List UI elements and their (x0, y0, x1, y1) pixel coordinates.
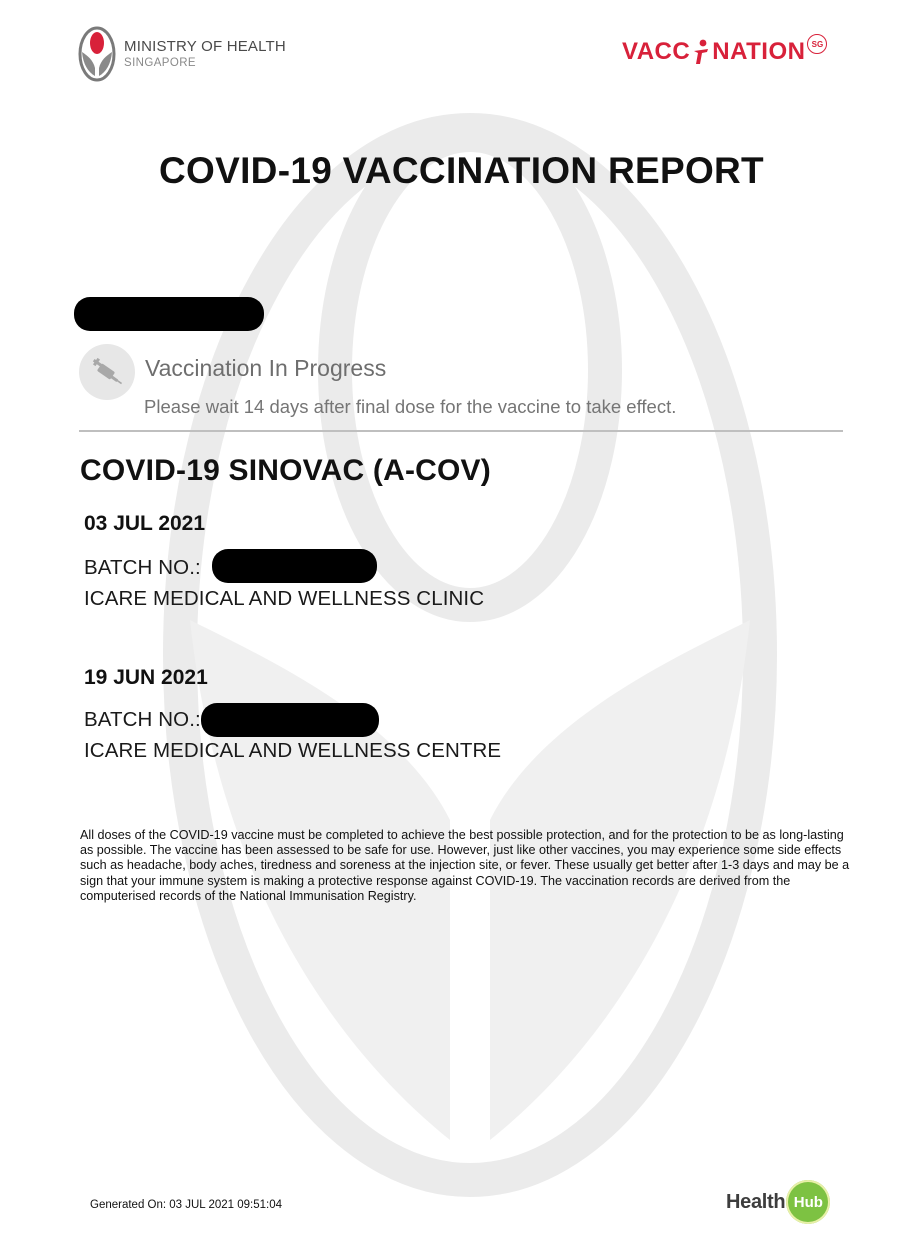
report-title: COVID-19 VACCINATION REPORT (159, 150, 764, 191)
syringe-icon (79, 344, 135, 400)
moh-logo (78, 26, 286, 82)
clinic-name: ICARE MEDICAL AND WELLNESS CENTRE (84, 739, 502, 762)
vaccination-logo-left: VACC (622, 38, 691, 65)
healthhub-health-text: Health (726, 1190, 786, 1213)
vaccine-name: COVID-19 SINOVAC (A-COV) (80, 454, 491, 487)
vaccination-logo-right: NATION (712, 38, 806, 65)
redacted-batch-number (212, 549, 377, 583)
redacted-batch-number (201, 703, 379, 737)
disclaimer-text: All doses of the COVID-19 vaccine must be completed to achieve the best possible protection, and for the protection to be as long-lasting as possible. The vaccine has been assessed to be safe for use. However, just like other vaccines, you may experience some side effects such as headache, body aches, tiredness and soreness at the injection site, or fever. These usually get better after 1-3 days and may be a sign that your immune system is making a protective response against COVID-19. The vaccination records are derived from the computerised records of the National Immunisation Registry. (80, 828, 850, 903)
moh-crest-watermark (150, 100, 790, 1210)
healthhub-hub-badge: Hub (786, 1180, 830, 1224)
batch-label: BATCH NO.: (84, 708, 201, 731)
ministry-country: SINGAPORE (124, 56, 196, 69)
status-note: Please wait 14 days after final dose for the vaccine to take effect. (144, 396, 677, 417)
divider (79, 430, 843, 432)
status-title: Vaccination In Progress (145, 355, 387, 381)
moh-crest-icon (78, 26, 116, 82)
generated-timestamp: Generated On: 03 JUL 2021 09:51:04 (90, 1199, 283, 1211)
sg-badge: SG (807, 34, 827, 54)
healthhub-logo (726, 1180, 830, 1224)
dose-date: 03 JUL 2021 (84, 512, 206, 535)
ministry-name: MINISTRY OF HEALTH (124, 37, 286, 55)
vaccination-person-icon (691, 38, 711, 66)
vaccination-sg-logo (622, 38, 827, 66)
dose-date: 19 JUN 2021 (84, 666, 208, 689)
clinic-name: ICARE MEDICAL AND WELLNESS CLINIC (84, 587, 485, 610)
vaccination-status (79, 344, 386, 400)
redacted-name (74, 297, 264, 331)
batch-label: BATCH NO.: (84, 556, 201, 579)
